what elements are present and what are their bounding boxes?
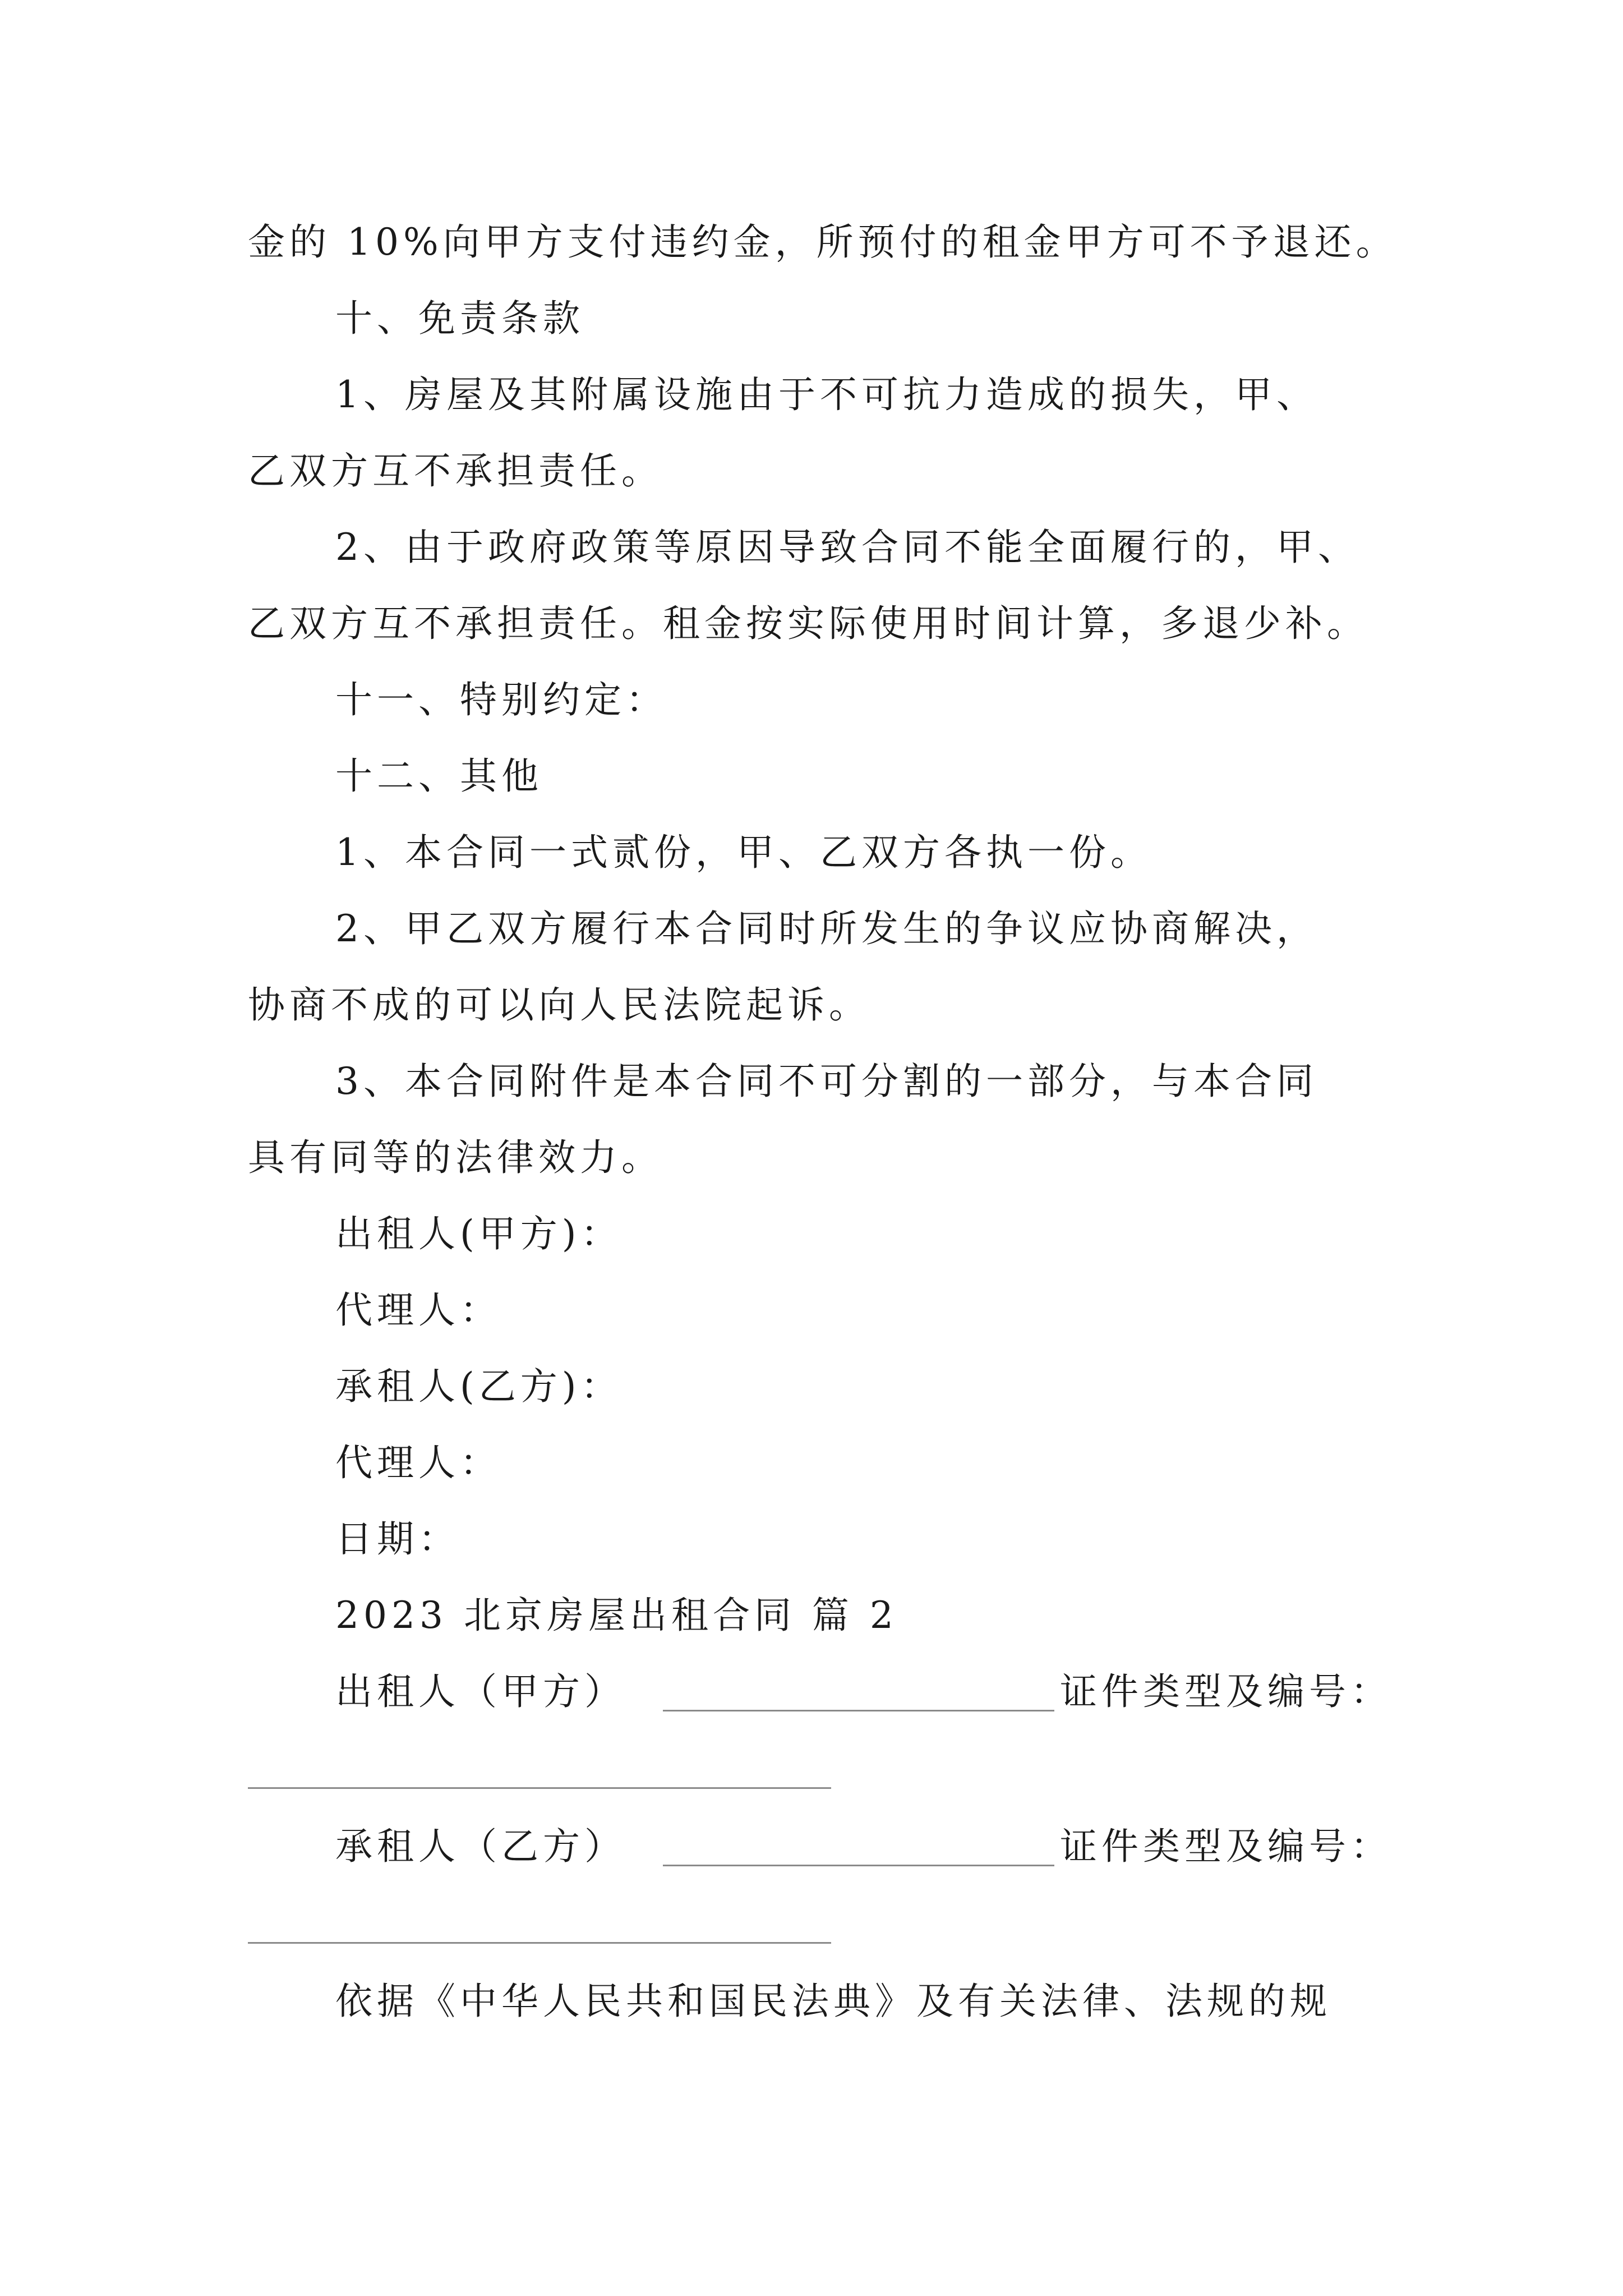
clause-12-3-cont: 具有同等的法律效力。 — [248, 1136, 663, 1179]
clause-12-2-cont: 协商不成的可以向人民法院起诉。 — [248, 983, 870, 1027]
lessee-id-blank[interactable] — [248, 1942, 831, 1944]
lessee-name-blank[interactable] — [663, 1865, 1054, 1866]
lessee-label: 承租人（乙方） — [335, 1825, 626, 1868]
section-heading-12: 十二、其他 — [335, 754, 543, 798]
text-line-1: 金的 10%向甲方支付违约金，所预付的租金甲方可不予退还。 — [248, 220, 1398, 264]
lessor-id-label: 证件类型及编号： — [1060, 1670, 1392, 1713]
lessor-label: 出租人（甲方） — [335, 1670, 626, 1713]
clause-10-1-cont: 乙双方互不承担责任。 — [248, 449, 663, 493]
lessor-id-blank[interactable] — [248, 1787, 831, 1789]
signature-agent-2: 代理人： — [335, 1441, 501, 1484]
clause-12-3: 3、本合同附件是本合同不可分割的一部分，与本合同 — [335, 1060, 1318, 1103]
clause-12-2: 2、甲乙双方履行本合同时所发生的争议应协商解决， — [335, 907, 1318, 950]
contract-2-title: 2023 北京房屋出租合同 篇 2 — [335, 1594, 898, 1637]
section-heading-11: 十一、特别约定： — [335, 678, 667, 721]
signature-lessee: 承租人(乙方)： — [335, 1365, 623, 1408]
clause-10-2-cont: 乙双方互不承担责任。租金按实际使用时间计算，多退少补。 — [248, 602, 1368, 645]
section-heading-10: 十、免责条款 — [335, 297, 584, 340]
lessor-name-blank[interactable] — [663, 1710, 1054, 1711]
clause-10-2: 2、由于政府政策等原因导致合同不能全面履行的，甲、 — [335, 526, 1359, 569]
signature-lessor: 出租人(甲方)： — [335, 1212, 623, 1255]
legal-basis-line: 依据《中华人民共和国民法典》及有关法律、法规的规 — [335, 1980, 1331, 2023]
signature-agent-1: 代理人： — [335, 1289, 501, 1332]
clause-10-1: 1、房屋及其附属设施由于不可抗力造成的损失，甲、 — [335, 373, 1318, 416]
signature-date: 日期： — [335, 1517, 460, 1561]
lessee-id-label: 证件类型及编号： — [1060, 1825, 1392, 1868]
clause-12-1: 1、本合同一式贰份，甲、乙双方各执一份。 — [335, 831, 1152, 874]
